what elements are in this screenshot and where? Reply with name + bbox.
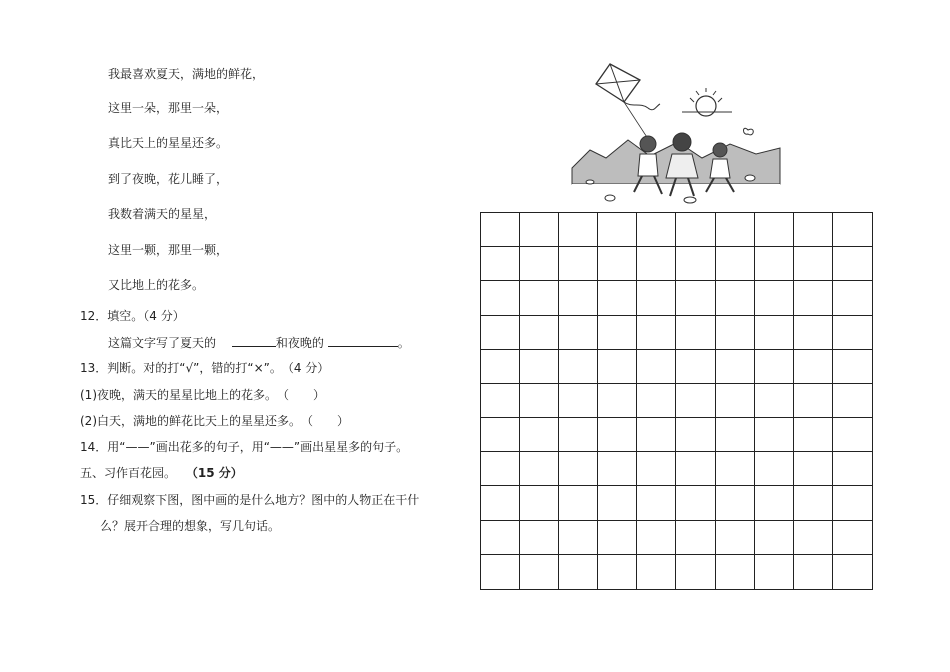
grid-cell[interactable] — [520, 486, 559, 520]
grid-cell[interactable] — [520, 418, 559, 452]
poem-line-1: 我最喜欢夏天，满地的鲜花， — [108, 67, 265, 81]
grid-cell[interactable] — [755, 452, 794, 486]
question-12-title: 12．填空。（4 分） — [80, 309, 185, 323]
grid-cell[interactable] — [833, 316, 872, 350]
grid-cell[interactable] — [481, 486, 520, 520]
grid-cell[interactable] — [716, 213, 755, 247]
section-5-score: （15 分） — [185, 466, 243, 480]
grid-cell[interactable] — [559, 350, 598, 384]
grid-cell[interactable] — [676, 350, 715, 384]
grid-cell[interactable] — [520, 384, 559, 418]
grid-cell[interactable] — [716, 384, 755, 418]
question-15-line-2: 么？展开合理的想象，写几句话。 — [100, 519, 281, 533]
grid-cell[interactable] — [716, 247, 755, 281]
grid-cell[interactable] — [559, 486, 598, 520]
poem-line-2: 这里一朵，那里一朵， — [108, 101, 229, 115]
grid-cell[interactable] — [637, 384, 676, 418]
grid-cell[interactable] — [637, 350, 676, 384]
grid-cell[interactable] — [755, 213, 794, 247]
grid-cell[interactable] — [520, 452, 559, 486]
grid-cell[interactable] — [676, 452, 715, 486]
grid-cell[interactable] — [481, 452, 520, 486]
grid-cell[interactable] — [833, 281, 872, 315]
grid-cell[interactable] — [559, 384, 598, 418]
grid-cell[interactable] — [598, 521, 637, 555]
grid-cell[interactable] — [481, 350, 520, 384]
grid-cell[interactable] — [755, 418, 794, 452]
grid-cell[interactable] — [833, 247, 872, 281]
grid-cell[interactable] — [676, 555, 715, 589]
grid-cell[interactable] — [794, 247, 833, 281]
grid-cell[interactable] — [716, 486, 755, 520]
grid-cell[interactable] — [716, 316, 755, 350]
grid-cell[interactable] — [598, 418, 637, 452]
answer-blank-2[interactable] — [328, 334, 398, 347]
grid-cell[interactable] — [755, 486, 794, 520]
grid-cell[interactable] — [755, 316, 794, 350]
grid-cell[interactable] — [755, 247, 794, 281]
grid-cell[interactable] — [676, 247, 715, 281]
grid-cell[interactable] — [637, 281, 676, 315]
grid-cell[interactable] — [794, 384, 833, 418]
grid-cell[interactable] — [716, 521, 755, 555]
grid-cell[interactable] — [637, 452, 676, 486]
kite-tail — [624, 102, 660, 110]
grid-cell[interactable] — [481, 521, 520, 555]
question-14-title: 14．用“——”画出花多的句子，用“——”画出星星多的句子。 — [80, 440, 409, 454]
butterfly-icon — [744, 128, 754, 135]
q12-text-b: 和夜晚的 — [275, 336, 324, 350]
grid-cell[interactable] — [794, 213, 833, 247]
grid-cell[interactable] — [716, 350, 755, 384]
grid-cell[interactable] — [481, 418, 520, 452]
grid-cell[interactable] — [559, 281, 598, 315]
question-13-item-2: (2)白天，满地的鲜花比天上的星星还多。 （ ） — [80, 414, 350, 428]
grid-cell[interactable] — [755, 555, 794, 589]
grid-cell[interactable] — [676, 384, 715, 418]
grid-cell[interactable] — [794, 521, 833, 555]
grid-cell[interactable] — [716, 281, 755, 315]
grid-cell[interactable] — [559, 247, 598, 281]
grid-cell[interactable] — [755, 521, 794, 555]
grid-cell[interactable] — [481, 247, 520, 281]
section-5-heading — [80, 465, 243, 481]
grid-cell[interactable] — [598, 452, 637, 486]
grid-cell[interactable] — [833, 418, 872, 452]
grid-cell[interactable] — [637, 316, 676, 350]
grid-cell[interactable] — [481, 384, 520, 418]
grid-cell[interactable] — [559, 213, 598, 247]
grid-cell[interactable] — [520, 555, 559, 589]
question-13-item-1: (1)夜晚，满天的星星比地上的花多。 （ ） — [80, 388, 325, 402]
ground-shape — [572, 184, 780, 208]
grid-cell[interactable] — [598, 350, 637, 384]
grid-cell[interactable] — [794, 418, 833, 452]
grid-cell[interactable] — [520, 281, 559, 315]
answer-blank-1[interactable] — [232, 334, 276, 347]
sun-icon — [696, 96, 716, 116]
grid-cell[interactable] — [520, 247, 559, 281]
grid-cell[interactable] — [716, 418, 755, 452]
grid-cell[interactable] — [598, 316, 637, 350]
kite-flying-illustration — [570, 58, 782, 208]
grid-cell[interactable] — [833, 521, 872, 555]
grid-cell[interactable] — [676, 486, 715, 520]
grid-cell[interactable] — [794, 486, 833, 520]
grid-cell[interactable] — [676, 521, 715, 555]
grid-cell[interactable] — [559, 316, 598, 350]
grid-cell[interactable] — [520, 213, 559, 247]
grid-cell[interactable] — [559, 555, 598, 589]
question-13-title: 13．判断。对的打“√”，错的打“×”。 （4 分） — [80, 361, 330, 375]
grid-cell[interactable] — [755, 281, 794, 315]
writing-grid[interactable] — [480, 212, 873, 590]
grid-cell[interactable] — [559, 452, 598, 486]
grid-cell[interactable] — [833, 384, 872, 418]
question-15-line-1: 15．仔细观察下图，图中画的是什么地方？图中的人物正在干什 — [80, 493, 420, 507]
grid-cell[interactable] — [481, 213, 520, 247]
question-12-body — [108, 334, 410, 351]
grid-cell[interactable] — [520, 350, 559, 384]
grid-cell[interactable] — [676, 213, 715, 247]
grid-cell[interactable] — [559, 418, 598, 452]
poem-line-7: 又比地上的花多。 — [108, 278, 205, 292]
grid-cell[interactable] — [794, 452, 833, 486]
grid-cell[interactable] — [833, 213, 872, 247]
grid-cell[interactable] — [637, 213, 676, 247]
poem-line-3: 真比天上的星星还多。 — [108, 136, 229, 150]
poem-line-5: 我数着满天的星星， — [108, 207, 217, 221]
grid-cell[interactable] — [716, 452, 755, 486]
grid-cell[interactable] — [676, 418, 715, 452]
grid-cell[interactable] — [637, 418, 676, 452]
grid-cell[interactable] — [833, 486, 872, 520]
grid-cell[interactable] — [520, 521, 559, 555]
grid-cell[interactable] — [598, 384, 637, 418]
grid-cell[interactable] — [559, 521, 598, 555]
grid-cell[interactable] — [481, 281, 520, 315]
grid-cell[interactable] — [716, 555, 755, 589]
grid-cell[interactable] — [833, 452, 872, 486]
grid-cell[interactable] — [637, 555, 676, 589]
grid-cell[interactable] — [598, 486, 637, 520]
grid-cell[interactable] — [794, 350, 833, 384]
q12-text-a: 这篇文字写了夏天的 — [108, 336, 217, 350]
grid-cell[interactable] — [676, 316, 715, 350]
grid-cell[interactable] — [755, 350, 794, 384]
grid-cell[interactable] — [520, 316, 559, 350]
grid-cell[interactable] — [794, 316, 833, 350]
grid-cell[interactable] — [598, 213, 637, 247]
poem-line-4: 到了夜晚，花儿睡了， — [108, 172, 229, 186]
grid-cell[interactable] — [481, 316, 520, 350]
grid-cell[interactable] — [598, 555, 637, 589]
grid-cell[interactable] — [637, 486, 676, 520]
section-5-title: 五、习作百花园。 — [80, 466, 177, 480]
poem-line-6: 这里一颗，那里一颗， — [108, 243, 229, 257]
grid-cell[interactable] — [833, 350, 872, 384]
grid-cell[interactable] — [833, 555, 872, 589]
grid-cell[interactable] — [676, 281, 715, 315]
grid-cell[interactable] — [637, 247, 676, 281]
grid-cell[interactable] — [598, 281, 637, 315]
grid-cell[interactable] — [598, 247, 637, 281]
grid-cell[interactable] — [794, 555, 833, 589]
grid-cell[interactable] — [481, 555, 520, 589]
grid-cell[interactable] — [755, 384, 794, 418]
q12-text-c: 。 — [397, 336, 410, 350]
grid-cell[interactable] — [794, 281, 833, 315]
grid-cell[interactable] — [637, 521, 676, 555]
